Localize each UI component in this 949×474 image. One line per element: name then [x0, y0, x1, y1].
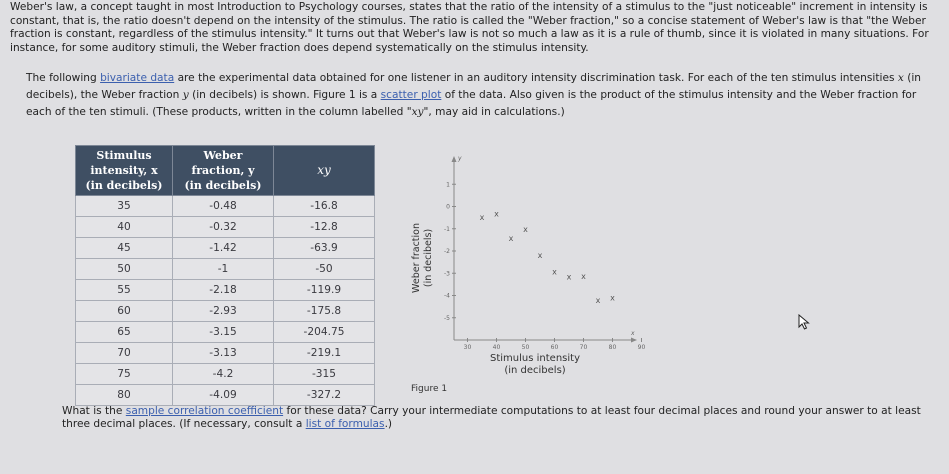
- table-cell: 45: [76, 238, 173, 259]
- scatter-point: x: [566, 272, 572, 282]
- scatter-point: x: [508, 234, 514, 244]
- table-cell: -119.9: [274, 280, 375, 301]
- y-axis-arrow: [452, 156, 457, 162]
- y-tick-label: -1: [444, 225, 450, 233]
- table-cell: -315: [274, 364, 375, 385]
- table-cell: 80: [76, 385, 173, 406]
- math-variable-xy: xy: [411, 106, 424, 118]
- header-stimulus-intensity: [76, 146, 173, 196]
- scatter-point: x: [552, 267, 557, 277]
- x-tick-label: 40: [492, 344, 501, 351]
- scatter-point: x: [537, 251, 543, 261]
- text-segment: (in decibels) is shown. Figure 1 is a: [188, 89, 381, 101]
- table-cell: -63.9: [274, 238, 375, 259]
- data-description-paragraph: [26, 70, 926, 121]
- plot-area: [444, 155, 645, 351]
- bivariate-data-link[interactable]: bivariate data: [100, 72, 175, 84]
- header-line: (in decibels): [85, 179, 163, 192]
- y-axis-label: Weber fraction: [411, 223, 422, 293]
- table-cell: -4.09: [173, 385, 274, 406]
- table-row: [76, 385, 375, 406]
- x-tick-label: 30: [463, 344, 472, 351]
- table-cell: -1: [173, 259, 274, 280]
- math-variable-y: y: [182, 89, 189, 101]
- table-row: [76, 322, 375, 343]
- table-row: [76, 217, 375, 238]
- header-xy: [274, 146, 375, 196]
- text-segment: for these data? Carry your intermediate computations to at least four decimal places and round your answer to at least three decimal places. (If necessary, consult a: [62, 405, 921, 430]
- table-cell: -2.93: [173, 301, 274, 322]
- table-cell: -2.18: [173, 280, 274, 301]
- table-cell: -327.2: [274, 385, 375, 406]
- y-axis-symbol: y: [458, 155, 462, 162]
- header-line: (in decibels): [184, 179, 262, 192]
- table-body: [76, 196, 375, 406]
- table-cell: 55: [76, 280, 173, 301]
- x-axis-symbol: x: [631, 330, 635, 337]
- text-segment: .): [384, 418, 393, 430]
- scatter-point: x: [494, 209, 499, 219]
- header-line: Stimulus: [96, 149, 152, 162]
- mouse-cursor-icon: [798, 314, 810, 330]
- table-cell: -4.2: [173, 364, 274, 385]
- text-segment: The following: [26, 72, 101, 84]
- scatter-plot-link[interactable]: scatter plot: [380, 89, 442, 101]
- data-table: [75, 145, 375, 406]
- table-row: [76, 343, 375, 364]
- intro-paragraph: Weber's law, a concept taught in most Introduction to Psychology courses, states that the ratio of the intensity of a stimulus to the "just noticeable" increment in intensity is constant, that is, the ratio doesn't depend on the intensity of the stimulus. The ratio is called the "Weber fraction," so a concise statement of Weber's law is that "the Weber fraction is constant, regardless of the stimulus intensity." It turns out that Weber's law is not so much a law as it is a rule of thumb, since it is violated in many situations. For instance, for some auditory stimuli, the Weber fraction does depend systematically on the stimulus intensity.: [10, 1, 929, 54]
- table-cell: 65: [76, 322, 173, 343]
- x-axis-label-units: (in decibels): [504, 365, 566, 376]
- header-weber-fraction: [173, 146, 274, 196]
- table-row: [76, 196, 375, 217]
- table-row: [76, 364, 375, 385]
- header-line: xy: [317, 163, 331, 177]
- math-variable-x: x: [897, 72, 904, 84]
- y-tick-label: -4: [444, 292, 450, 300]
- scatter-point: x: [595, 295, 601, 305]
- table-cell: -16.8: [274, 196, 375, 217]
- table-cell: -204.75: [274, 322, 375, 343]
- table-cell: -3.15: [173, 322, 274, 343]
- table-cell: -0.32: [173, 217, 274, 238]
- text-segment: are the experimental data obtained for one listener in an auditory intensity discrimination task. For each of the ten stimulus intensities: [174, 72, 898, 84]
- header-line: Weber: [203, 149, 243, 162]
- scatter-point: x: [523, 224, 528, 234]
- text-segment: of the data. Also given is the product of the stimulus intensity and the Weber fraction for each of the ten stimuli. (These products, written in the column labelled ": [26, 89, 917, 118]
- x-tick-label: 80: [608, 344, 617, 351]
- table-header-row: [76, 146, 375, 196]
- y-tick-label: -3: [444, 270, 450, 278]
- sample-correlation-coefficient-link[interactable]: sample correlation coefficient: [125, 405, 284, 417]
- table-cell: 40: [76, 217, 173, 238]
- table-cell: -219.1: [274, 343, 375, 364]
- table-cell: -0.48: [173, 196, 274, 217]
- table-cell: -3.13: [173, 343, 274, 364]
- header-line: fraction, y: [191, 164, 255, 177]
- table-cell: -175.8: [274, 301, 375, 322]
- table-row: [76, 280, 375, 301]
- table-row: [76, 259, 375, 280]
- y-tick-label: -2: [444, 248, 450, 255]
- figure-caption: Figure 1: [411, 384, 448, 394]
- table-cell: 60: [76, 301, 173, 322]
- scatter-point: x: [479, 213, 485, 223]
- table-cell: 50: [76, 259, 173, 280]
- scatter-plot-figure: [405, 148, 645, 448]
- x-tick-label: 90: [637, 344, 645, 351]
- x-axis-label: Stimulus intensity: [490, 353, 580, 364]
- scatter-point: x: [610, 293, 615, 303]
- x-tick-label: 70: [579, 344, 588, 351]
- table-cell: 70: [76, 343, 173, 364]
- y-tick-label: 1: [446, 181, 450, 189]
- text-segment: (in decibels), the Weber fraction: [26, 72, 922, 101]
- table-row: [76, 238, 375, 259]
- scatter-point: x: [581, 272, 586, 282]
- y-axis-label-units: (in decibels): [423, 228, 434, 288]
- table-row: [76, 301, 375, 322]
- table-cell: -1.42: [173, 238, 274, 259]
- x-tick-label: 60: [550, 344, 559, 351]
- text-segment: ", may aid in calculations.): [423, 106, 565, 118]
- table-cell: -12.8: [274, 217, 375, 238]
- y-tick-label: -5: [444, 314, 450, 322]
- header-line: intensity, x: [90, 164, 158, 177]
- data-points: [480, 210, 616, 305]
- list-of-formulas-link[interactable]: list of formulas: [305, 418, 385, 430]
- question-text: [62, 405, 932, 431]
- x-tick-label: 50: [521, 344, 530, 351]
- table-cell: 35: [76, 196, 173, 217]
- x-axis-arrow: [631, 338, 637, 343]
- y-tick-label: 0: [446, 203, 450, 211]
- table-cell: 75: [76, 364, 173, 385]
- table-cell: -50: [274, 259, 375, 280]
- text-segment: What is the: [62, 405, 126, 417]
